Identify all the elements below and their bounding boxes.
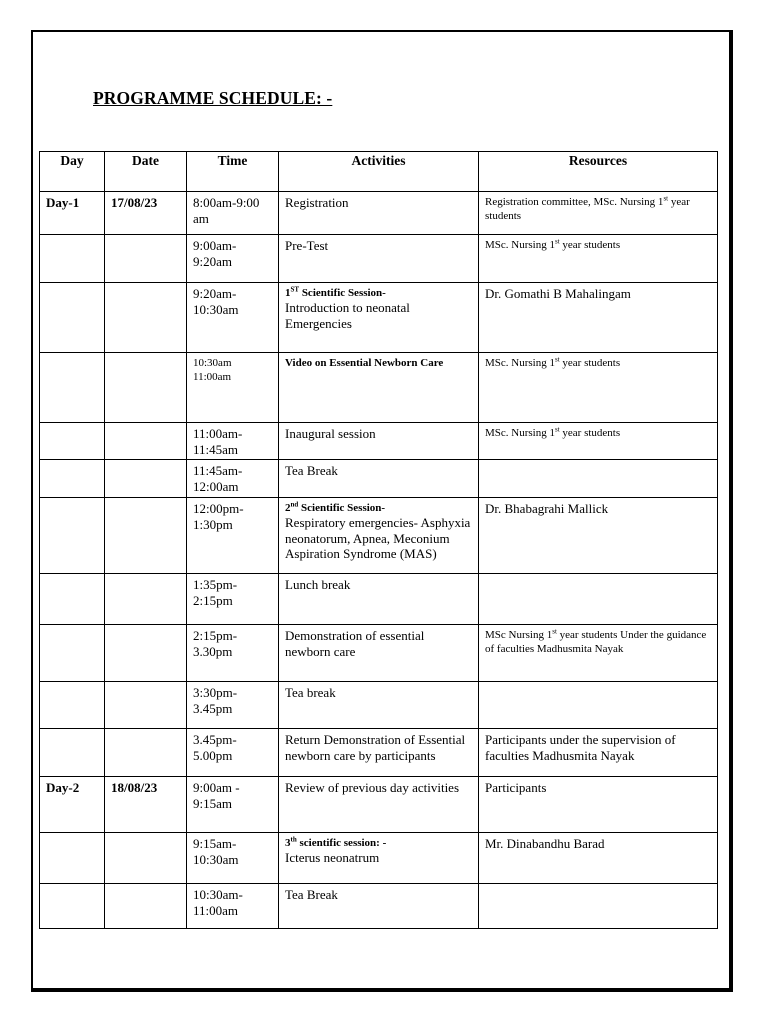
activity-heading-text: 3 xyxy=(285,837,291,849)
activity-heading-text: Video on Essential Newborn Care xyxy=(285,357,444,369)
cell-resources xyxy=(479,574,718,625)
activity-text: Lunch break xyxy=(285,577,351,592)
cell-time: 10:30am 11:00am xyxy=(187,353,279,423)
cell-date xyxy=(105,833,187,884)
cell-resources xyxy=(479,682,718,729)
cell-resources xyxy=(479,235,718,283)
cell-activity xyxy=(279,833,479,884)
resources-text: MSc Nursing 1 xyxy=(485,629,553,641)
cell-day xyxy=(40,353,105,423)
cell-time: 3.45pm- 5.00pm xyxy=(187,729,279,777)
resources-text: Dr. Bhabagrahi Mallick xyxy=(485,501,609,516)
table-header-row xyxy=(40,152,718,192)
cell-date xyxy=(105,353,187,423)
table-row xyxy=(40,777,718,833)
activity-heading-rest: Scientific Session- xyxy=(299,287,386,299)
schedule-table xyxy=(39,151,718,929)
table-row xyxy=(40,682,718,729)
activity-heading xyxy=(285,356,472,370)
cell-date: 17/08/23 xyxy=(105,192,187,235)
cell-resources xyxy=(479,353,718,423)
cell-day xyxy=(40,283,105,353)
activity-text: Demonstration of essential newborn care xyxy=(285,628,425,659)
table-row xyxy=(40,729,718,777)
activity-text: Pre-Test xyxy=(285,238,329,253)
cell-date: 18/08/23 xyxy=(105,777,187,833)
cell-activity xyxy=(279,884,479,929)
cell-activity xyxy=(279,192,479,235)
resources-text: MSc. Nursing 1 xyxy=(485,239,555,251)
cell-time: 2:15pm- 3.30pm xyxy=(187,625,279,682)
cell-day xyxy=(40,498,105,574)
cell-resources xyxy=(479,283,718,353)
activity-heading-sup: th xyxy=(290,835,297,844)
cell-activity xyxy=(279,235,479,283)
cell-activity xyxy=(279,460,479,498)
activity-text: Tea Break xyxy=(285,887,338,902)
cell-time: 11:45am- 12:00am xyxy=(187,460,279,498)
cell-time: 3:30pm- 3.45pm xyxy=(187,682,279,729)
cell-resources xyxy=(479,625,718,682)
table-row xyxy=(40,353,718,423)
cell-time: 9:15am- 10:30am xyxy=(187,833,279,884)
resources-text-rest: year students xyxy=(559,357,621,369)
activity-heading xyxy=(285,836,472,850)
table-row xyxy=(40,235,718,283)
cell-resources xyxy=(479,777,718,833)
resources-sup: st xyxy=(552,627,557,636)
resources-sup: st xyxy=(554,425,560,434)
resources-text-rest: year students xyxy=(559,427,621,439)
column-header-activities: Activities xyxy=(279,152,479,192)
resources-text-rest: year students xyxy=(485,196,690,222)
cell-day xyxy=(40,460,105,498)
cell-day xyxy=(40,574,105,625)
cell-resources xyxy=(479,833,718,884)
table-row xyxy=(40,833,718,884)
cell-date xyxy=(105,460,187,498)
resources-text-rest: year students Under the guidance of faculties Madhusmita Nayak xyxy=(485,629,707,655)
schedule-body xyxy=(40,192,718,929)
cell-activity xyxy=(279,729,479,777)
activity-text: Introduction to neonatal Emergencies xyxy=(285,300,410,331)
activity-text: Respiratory emergencies- Asphyxia neonatorum, Apnea, Meconium Aspiration Syndrome (MAS) xyxy=(285,515,471,561)
activity-heading-sup: ST xyxy=(290,285,300,294)
cell-time: 8:00am-9:00 am xyxy=(187,192,279,235)
activity-text: Registration xyxy=(285,195,349,210)
column-header-date: Date xyxy=(105,152,187,192)
page-title: PROGRAMME SCHEDULE: - xyxy=(93,88,333,108)
activity-heading xyxy=(285,501,472,515)
column-header-resources: Resources xyxy=(479,152,718,192)
cell-date xyxy=(105,283,187,353)
cell-day xyxy=(40,833,105,884)
table-row xyxy=(40,498,718,574)
column-header-time: Time xyxy=(187,152,279,192)
activity-text: Icterus neonatrum xyxy=(285,850,380,865)
cell-date xyxy=(105,625,187,682)
table-row xyxy=(40,460,718,498)
resources-text: Registration committee, MSc. Nursing 1 xyxy=(485,196,664,208)
cell-time: 1:35pm- 2:15pm xyxy=(187,574,279,625)
cell-resources xyxy=(479,729,718,777)
resources-text: Participants xyxy=(485,780,547,795)
cell-time: 9:00am- 9:20am xyxy=(187,235,279,283)
resources-sup: st xyxy=(663,194,669,203)
resources-sup: st xyxy=(554,237,560,246)
table-row xyxy=(40,884,718,929)
cell-activity xyxy=(279,574,479,625)
table-row xyxy=(40,283,718,353)
cell-date xyxy=(105,235,187,283)
cell-day xyxy=(40,729,105,777)
cell-time: 10:30am- 11:00am xyxy=(187,884,279,929)
cell-activity xyxy=(279,777,479,833)
cell-date xyxy=(105,423,187,460)
cell-activity xyxy=(279,283,479,353)
cell-resources xyxy=(479,192,718,235)
activity-text: Tea break xyxy=(285,685,336,700)
activity-heading-rest: scientific session: - xyxy=(296,837,387,849)
column-header-day: Day xyxy=(40,152,105,192)
cell-day: Day-2 xyxy=(40,777,105,833)
resources-text-rest: year students xyxy=(559,239,621,251)
cell-day xyxy=(40,625,105,682)
table-row xyxy=(40,192,718,235)
cell-day: Day-1 xyxy=(40,192,105,235)
resources-text: MSc. Nursing 1 xyxy=(485,427,555,439)
cell-day xyxy=(40,423,105,460)
cell-resources xyxy=(479,460,718,498)
cell-resources xyxy=(479,498,718,574)
activity-heading-rest: Scientific Session- xyxy=(298,502,386,514)
activity-heading-text: 2 xyxy=(285,502,291,514)
cell-day xyxy=(40,235,105,283)
activity-heading-sup: nd xyxy=(290,500,299,509)
cell-time: 12:00pm- 1:30pm xyxy=(187,498,279,574)
activity-text: Inaugural session xyxy=(285,426,376,441)
cell-time: 11:00am- 11:45am xyxy=(187,423,279,460)
cell-activity xyxy=(279,353,479,423)
cell-time: 9:20am- 10:30am xyxy=(187,283,279,353)
cell-activity xyxy=(279,625,479,682)
cell-date xyxy=(105,498,187,574)
table-row xyxy=(40,574,718,625)
activity-text: Review of previous day activities xyxy=(285,780,460,795)
cell-date xyxy=(105,729,187,777)
activity-heading-text: 1 xyxy=(285,287,291,299)
resources-text: Participants under the supervision of faculties Madhusmita Nayak xyxy=(485,732,676,763)
cell-date xyxy=(105,682,187,729)
table-row xyxy=(40,423,718,460)
resources-sup: st xyxy=(554,355,560,364)
cell-activity xyxy=(279,498,479,574)
activity-text: Tea Break xyxy=(285,463,338,478)
cell-date xyxy=(105,884,187,929)
cell-day xyxy=(40,682,105,729)
cell-activity xyxy=(279,423,479,460)
resources-text: Dr. Gomathi B Mahalingam xyxy=(485,286,631,301)
activity-text: Return Demonstration of Essential newborn care by participants xyxy=(285,732,466,763)
activity-heading xyxy=(285,286,472,300)
cell-activity xyxy=(279,682,479,729)
cell-resources xyxy=(479,423,718,460)
table-row xyxy=(40,625,718,682)
cell-resources xyxy=(479,884,718,929)
resources-text: MSc. Nursing 1 xyxy=(485,357,555,369)
cell-day xyxy=(40,884,105,929)
cell-date xyxy=(105,574,187,625)
resources-text: Mr. Dinabandhu Barad xyxy=(485,836,605,851)
cell-time: 9:00am - 9:15am xyxy=(187,777,279,833)
